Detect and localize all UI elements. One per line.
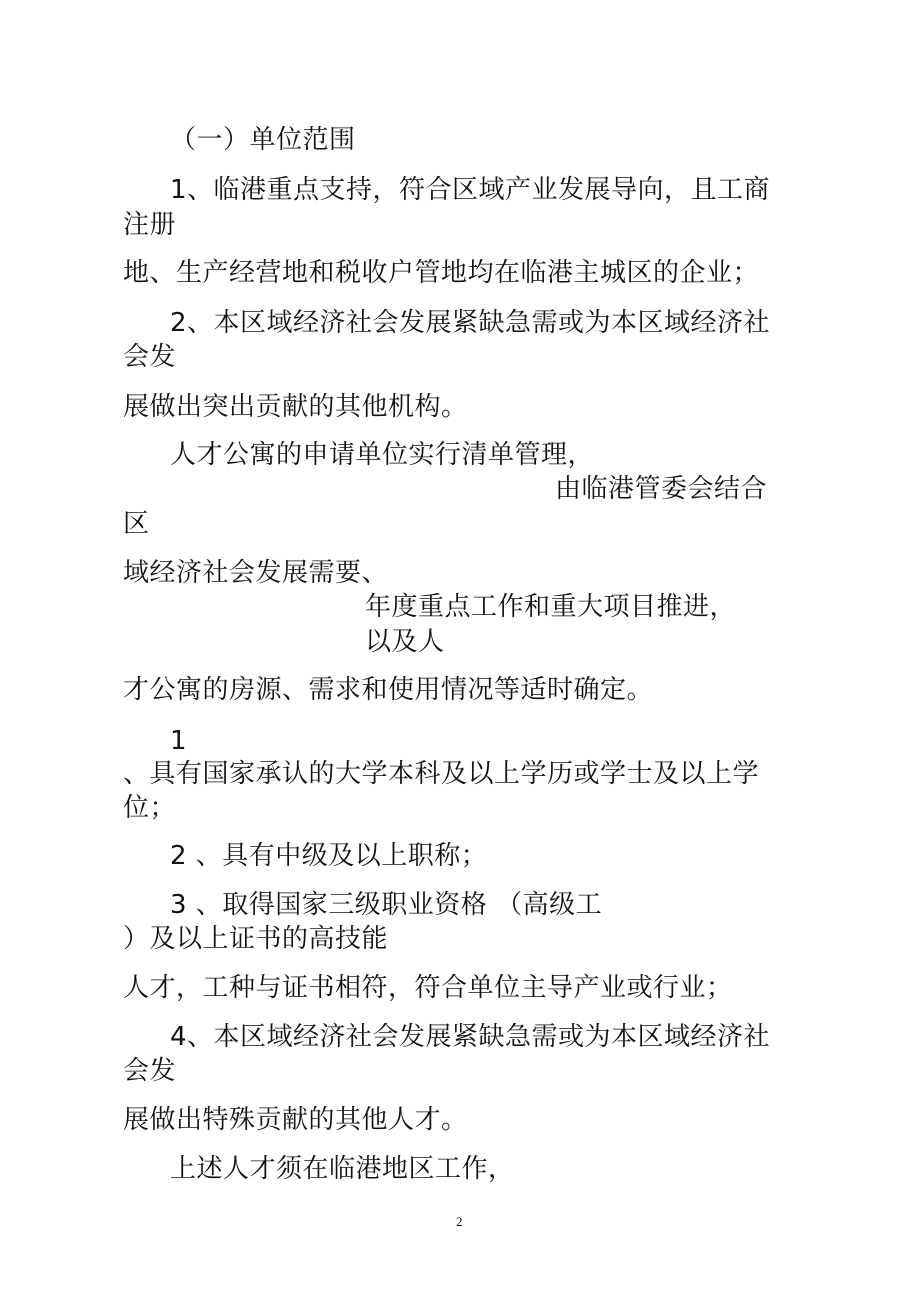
paragraph-line: 注册 bbox=[123, 210, 177, 240]
paragraph-line: 地、生产经营地和税收户管地均在临港主城区的企业； bbox=[123, 258, 760, 288]
paragraph-line: 由临港管委会结合 bbox=[555, 474, 768, 504]
paragraph-line: 、具有国家承认的大学本科及以上学历或学士及以上学 bbox=[123, 759, 760, 789]
paragraph-line: 3 、取得国家三级职业资格 （高级工 bbox=[170, 890, 603, 920]
paragraph-line: 人才，工种与证书相符，符合单位主导产业或行业； bbox=[123, 973, 733, 1003]
paragraph-line: 4、本区域经济社会发展紧缺急需或为本区域经济社 bbox=[170, 1022, 771, 1052]
paragraph-line: 人才公寓的申请单位实行清单管理， bbox=[170, 440, 595, 470]
paragraph-line: 展做出特殊贡献的其他人才。 bbox=[123, 1105, 468, 1135]
paragraph-line: 区 bbox=[123, 509, 150, 539]
page-number: 2 bbox=[456, 1214, 463, 1229]
paragraph-line: 位； bbox=[123, 793, 177, 823]
paragraph-line: 域经济社会发展需要、 bbox=[123, 558, 389, 588]
paragraph-line: 会发 bbox=[123, 342, 177, 372]
paragraph-line: 以及人 bbox=[365, 627, 445, 657]
paragraph-line: 上述人才须在临港地区工作， bbox=[170, 1154, 515, 1184]
list-number: 1 bbox=[170, 726, 188, 756]
paragraph-line: 1、临港重点支持，符合区域产业发展导向，且工商 bbox=[170, 175, 771, 205]
section-heading-unit-scope: （一）单位范围 bbox=[170, 125, 356, 155]
paragraph-line: 年度重点工作和重大项目推进， bbox=[365, 592, 737, 622]
paragraph-line: 展做出突出贡献的其他机构。 bbox=[123, 392, 468, 422]
paragraph-line: 才公寓的房源、需求和使用情况等适时确定。 bbox=[123, 675, 654, 705]
paragraph-line: 2 、具有中级及以上职称； bbox=[170, 841, 488, 871]
paragraph-line: 2、本区域经济社会发展紧缺急需或为本区域经济社 bbox=[170, 308, 771, 338]
paragraph-line: 会发 bbox=[123, 1056, 177, 1086]
paragraph-line: ）及以上证书的高技能 bbox=[123, 924, 389, 954]
